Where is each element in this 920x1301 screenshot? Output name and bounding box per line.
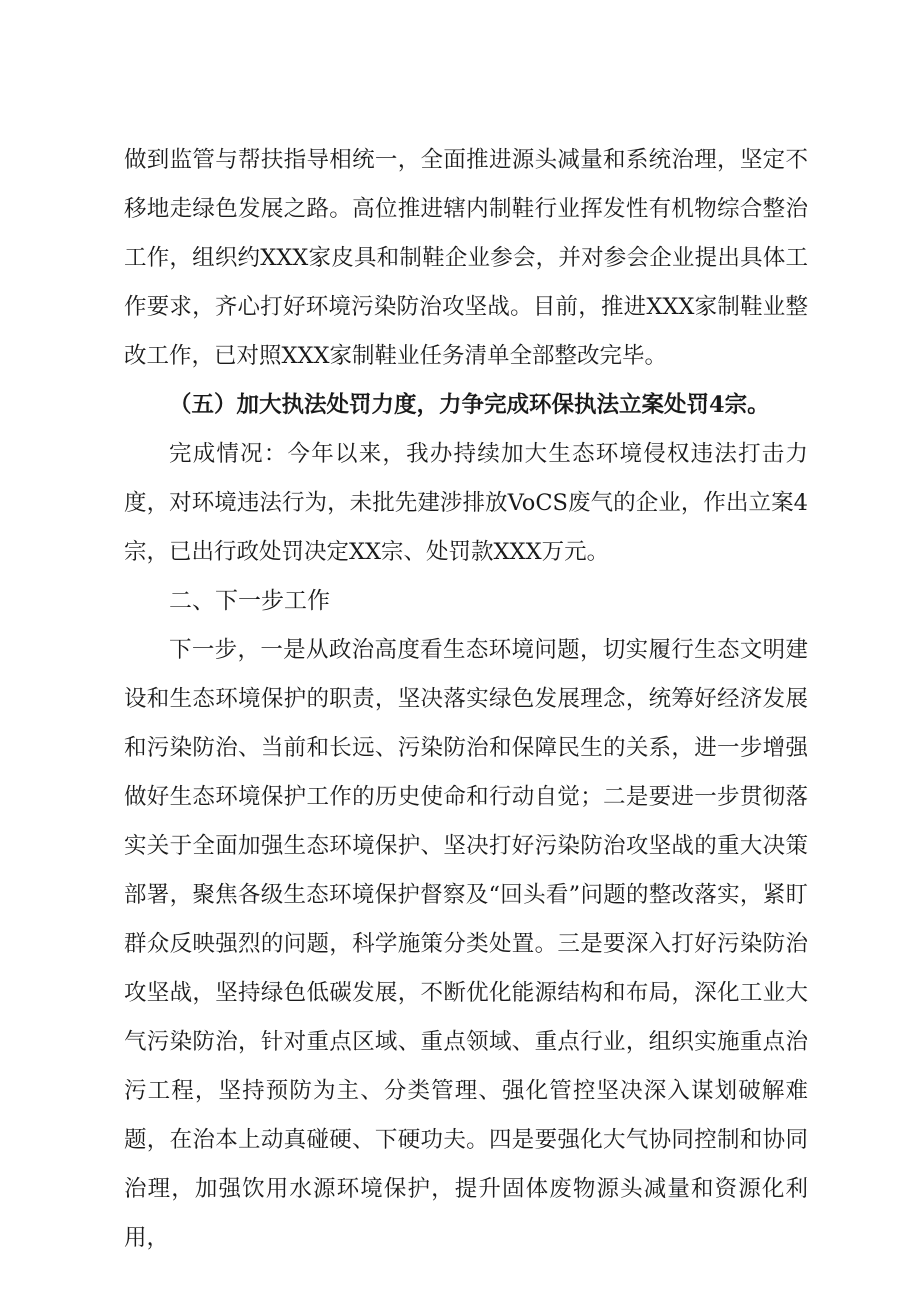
section-heading-next-steps: 二、下一步工作 <box>169 588 330 614</box>
subsection-heading-5: （五）加大执法处罚力度，力争完成环保执法立案处罚4宗。 <box>169 392 770 418</box>
document-body <box>124 136 808 1263</box>
paragraph-next-steps: 下一步，一是从政治高度看生态环境问题，切实履行生态文明建设和生态环境保护的职责，坚决落实绿色发展理念，统筹好经济发展和污染防治、当前和长远、污染防治和保障民生的关系，进一步增强做好生态环境保护工作的历史使命和行动自觉；二是要进一步贯彻落实关于全面加强生态环境保护、坚决打好污染防治攻坚战的重大决策部署，聚焦各级生态环境保护督察及“回头看”问题的整改落实，紧盯群众反映强烈的问题，科学施策分类处置。三是要深入打好污染防治攻坚战，坚持绿色低碳发展，不断优化能源结构和布局，深化工业大气污染防治，针对重点区域、重点领域、重点行业，组织实施重点治污工程，坚持预防为主、分类管理、强化管控坚决深入谋划破解难题，在治本上动真碰硬、下硬功夫。四是要强化大气协同控制和协同治理，加强饮用水源环境保护，提升固体废物源头减量和资源化利用， <box>124 637 808 1251</box>
paragraph-completion-status: 完成情况：今年以来，我办持续加大生态环境侵权违法打击力度，对环境违法行为，未批先建涉排放VoCS废气的企业，作出立案4宗，已出行政处罚决定XX宗、处罚款XXX万元。 <box>124 441 808 565</box>
paragraph-continued: 做到监管与帮扶指导相统一，全面推进源头减量和系统治理，坚定不移地走绿色发展之路。高位推进辖内制鞋行业挥发性有机物综合整治工作，组织约XXX家皮具和制鞋企业参会，并对参会企业提出具体工作要求，齐心打好环境污染防治攻坚战。目前，推进XXX家制鞋业整改工作，已对照XXX家制鞋业任务清单全部整改完毕。 <box>124 147 808 369</box>
